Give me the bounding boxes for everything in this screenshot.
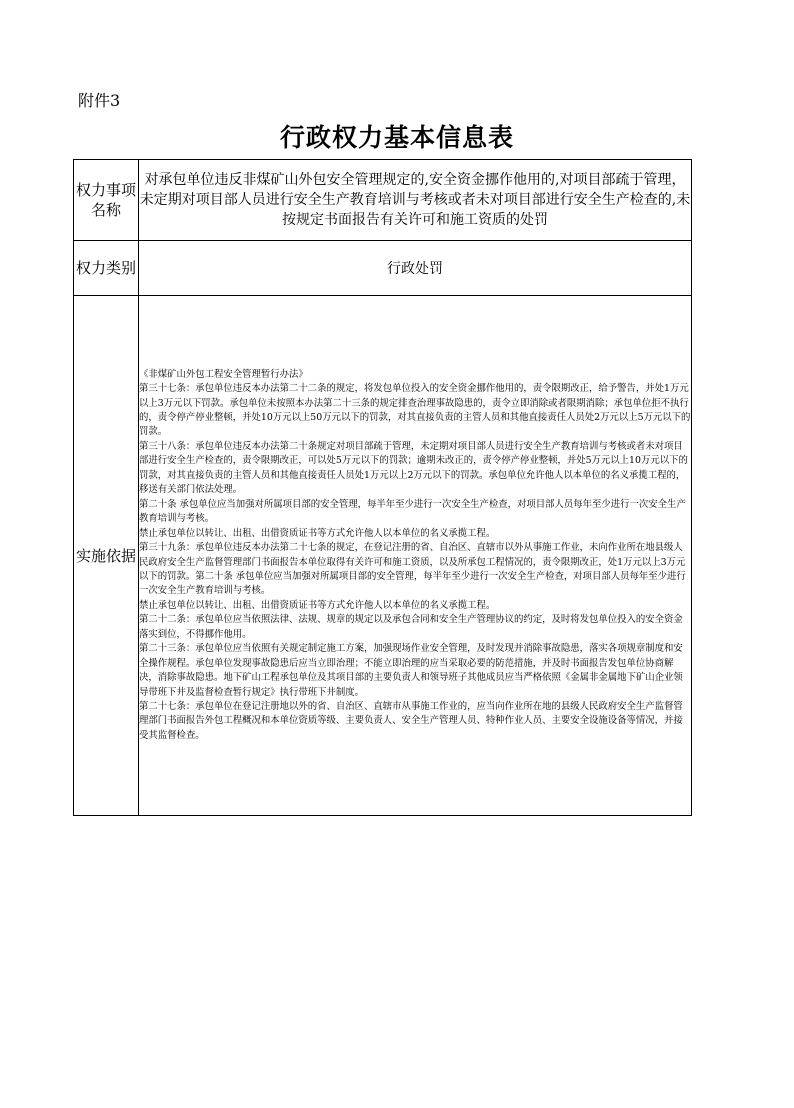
- basis-paragraph: 第三十八条：承包单位违反本办法第二十条规定对项目部疏于管理，未定期对项目部人员进行安全生产教育培训与考核或者未对项目部进行安全生产检查的，责令限期改正，可以处5万元以下的罚款；逾期未改正的，责令停产停业整顿，并处5万元以上10万元以下的罚款，对其直接负责的主管人员和其他直接责任人员处1万元以上2万元以下的罚款。承包单位允许他人以本单位的名义承揽工程的，移送有关部门依法处理。: [139, 440, 688, 496]
- power-name-value: 对承包单位违反非煤矿山外包安全管理规定的,安全资金挪作他用的,对项目部疏于管理，未定期对项目部人员进行安全生产教育培训与考核或者未对项目部进行安全生产检查的,未按规定书面报告有关许可和施工资质的处罚: [139, 160, 692, 241]
- basis-paragraph: 禁止承包单位以转让、出租、出借资质证书等方式允许他人以本单位的名义承揽工程。: [139, 527, 496, 539]
- basis-paragraph: 第二十条 承包单位应当加强对所属项目部的安全管理，每半年至少进行一次安全生产检查，对项目部人员每年至少进行一次安全生产教育培训与考核。: [139, 498, 686, 525]
- power-name-label: 权力事项名称: [74, 160, 139, 241]
- basis-paragraph: 第三十七条：承包单位违反本办法第二十二条的规定，将发包单位投入的安全资金挪作他用的，责令限期改正，给予警告，并处1万元以上3万元以下罚款。承包单位未按照本办法第二十三条的规定排查治理事故隐患的，责令立即消除或者限期消除；承包单位拒不执行的，责令停产停业整顿，并处10万元以上50万元以下的罚款，对其直接负责的主管人员和其他直接责任人员处2万元以上5万元以下的罚款。: [139, 383, 691, 438]
- basis-paragraph: 第三十九条：承包单位违反本办法第二十七条的规定，在登记注册的省、自治区、直辖市以外从事施工作业，未向作业所在地县级人民政府安全生产监督管理部门书面报告本单位取得有关许可和施工资质，以及所承包工程情况的，责令限期改正，处1万元以上3万元以下的罚款。第二十条 承包单位应当加强对所属项目部的安全管理，每半年至少进行一次安全生产检查，对项目部人员每年至少进行一次安全生产教育培训与考核。: [139, 542, 686, 597]
- basis-paragraph: 第二十二条：承包单位应当依照法律、法规、规章的规定以及承包合同和安全生产管理协议的约定，及时将发包单位投入的安全资金落实到位，不得挪作他用。: [139, 614, 683, 640]
- page-title: 行政权力基本信息表: [279, 123, 514, 152]
- basis-paragraph: 《非煤矿山外包工程安全管理暂行办法》: [139, 368, 308, 380]
- basis-label: 实施依据: [74, 296, 139, 816]
- basis-paragraph: 第二十七条：承包单位在登记注册地以外的省、自治区、直辖市从事施工作业的，应当向作业所在地的县级人民政府安全生产监督管理部门书面报告外包工程概况和本单位资质等级、主要负责人、安全生产管理人员、特种作业人员、主要安全设施设备等情况，并接受其监督检查。: [139, 701, 683, 741]
- power-category-label: 权力类别: [74, 241, 139, 296]
- basis-text: [139, 296, 692, 816]
- attachment-label: 附件3: [78, 91, 121, 110]
- power-category-value: 行政处罚: [139, 241, 692, 296]
- info-table: [73, 159, 692, 816]
- row-basis: [74, 296, 692, 816]
- basis-paragraph: 第二十三条：承包单位应当依照有关规定制定施工方案，加强现场作业安全管理，及时发现并消除事故隐患，落实各项规章制度和安全操作规程。承包单位发现事故隐患后应当立即治理；不能立即治理的应当采取必要的防范措施，并及时书面报告发包单位协商解决，消除事故隐患。地下矿山工程承包单位及其项目部的主要负责人和领导班子其他成员应当严格依照《金属非金属地下矿山企业领导带班下井及监督检查暂行规定》执行带班下井制度。: [139, 643, 683, 698]
- row-power-category: [74, 241, 692, 296]
- basis-paragraph: 禁止承包单位以转让、出租、出借资质证书等方式允许他人以本单位的名义承揽工程。: [139, 599, 496, 611]
- row-power-name: [74, 160, 692, 241]
